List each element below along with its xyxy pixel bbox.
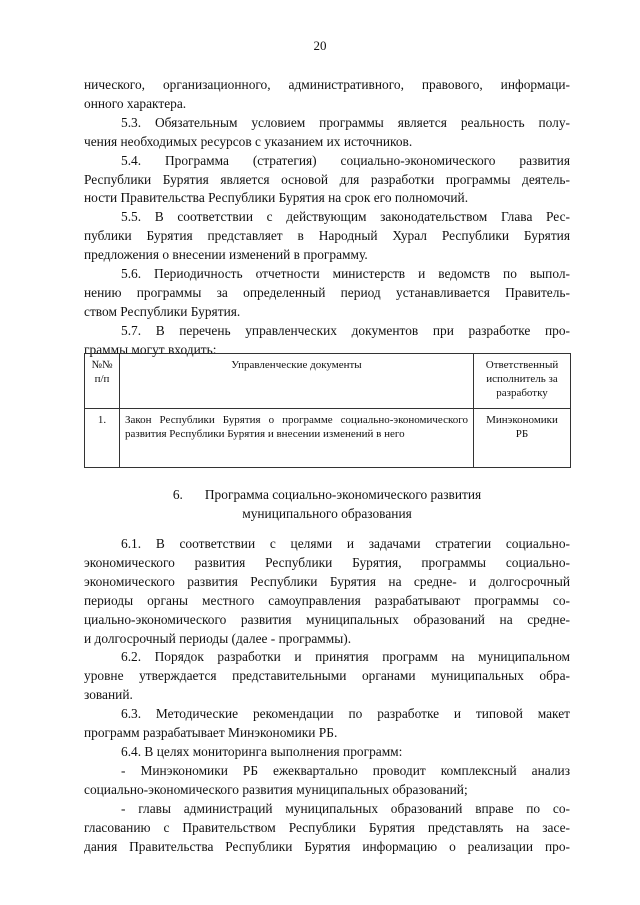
text-line: уровне утверждается представительными органами муниципальных обра- (84, 668, 570, 684)
intro-paragraph (84, 76, 570, 114)
table-header-row (85, 354, 571, 409)
text-line: 5.7. В перечень управленческих документов при разработке про- (121, 322, 570, 338)
text-line: онного характера. (84, 95, 187, 111)
text-line: публики Бурятия представляет в Народный Хурал Республики Бурятия (84, 228, 570, 244)
text-line: Республики Бурятия является основой для разработки программы деятель- (84, 171, 570, 187)
text-line: зований. (84, 687, 133, 703)
section-number: 6. (172, 487, 183, 502)
text-line: нического, организационного, административного, правового, информаци- (84, 77, 570, 92)
table-row (85, 409, 571, 468)
section-heading (84, 485, 570, 523)
section-title-line1 (84, 485, 570, 504)
paragraph-6-2 (84, 648, 570, 705)
text-line: 6.1. В соответствии с целями и задачами стратегии социально- (121, 536, 570, 551)
text-line: 6.4. В целях мониторинга выполнения программ: (121, 743, 403, 759)
section-title-line2: муниципального образования (242, 506, 412, 521)
text-line: программ разрабатывает Минэкономики РБ. (84, 725, 338, 741)
text-line: - Минэкономики РБ ежеквартально проводит комплексный анализ (121, 762, 570, 778)
page-number: 20 (313, 38, 327, 53)
text-line: 5.4. Программа (стратегия) социально-экономического развития (121, 152, 570, 168)
cell-number: 1. (85, 409, 120, 468)
paragraph-5-3 (84, 114, 570, 152)
header-documents: Управленческие документы (120, 354, 474, 409)
text-line: 5.5. В соответствии с действующим законодательством Глава Рес- (121, 209, 570, 225)
list-item-analysis (84, 762, 570, 800)
text-block-bottom (84, 535, 570, 856)
paragraph-5-5 (84, 208, 570, 265)
paragraph-6-4 (84, 743, 570, 762)
text-line: - главы администраций муниципальных образований вправе по со- (121, 800, 570, 816)
text-line: нению программы за определенный период устанавливается Правитель- (84, 284, 570, 300)
text-line: ством Республики Бурятия. (84, 303, 241, 319)
section-title: Программа социально-экономического развития (204, 487, 482, 502)
text-line: 6.3. Методические рекомендации по разработке и типовой макет (121, 706, 570, 722)
cell-document: Закон Республики Бурятия о программе социально-экономического развития Республики Бурятия и внесении изменений в него (120, 409, 474, 468)
documents-table (84, 353, 571, 468)
text-line: ности Правительства Республики Бурятия на срок его полномочий. (84, 190, 469, 206)
text-line: 5.3. Обязательным условием программы является реальность полу- (121, 114, 570, 130)
text-line: циально-экономического развития муниципальных образований на средне- (84, 611, 570, 627)
paragraph-6-3 (84, 705, 570, 743)
text-line: граммы могут входить: (84, 341, 217, 357)
text-line: предложения о внесении изменений в программу. (84, 247, 368, 263)
text-line: гласованию с Правительством Республики Бурятия представлять на засе- (84, 819, 570, 835)
text-line: чения необходимых ресурсов с указанием их источников. (84, 133, 413, 149)
text-line: социально-экономического развития муниципальных образований; (84, 781, 468, 797)
paragraph-5-4 (84, 152, 570, 209)
text-line: 6.2. Порядок разработки и принятия программ на муниципальном (121, 649, 570, 665)
text-block-top (84, 76, 570, 360)
text-line: и долгосрочный периоды (далее - программы). (84, 630, 352, 646)
paragraph-6-1 (84, 535, 570, 648)
cell-executor: Минэкономики РБ (474, 409, 571, 468)
text-line: 5.6. Периодичность отчетности министерств и ведомств по выпол- (121, 266, 570, 282)
paragraph-5-6 (84, 265, 570, 322)
text-line: дания Правительства Республики Бурятия информацию о реализации про- (84, 838, 570, 854)
header-executor: Ответственный исполнитель за разработку (474, 354, 571, 409)
list-item-reports (84, 800, 570, 857)
text-line: периоды органы местного самоуправления разрабатывают программы со- (84, 592, 570, 608)
text-line: экономического развития Республики Бурятия, программы социально- (84, 554, 570, 570)
text-line: экономического развития Республики Бурятия на средне- и долгосрочный (84, 573, 570, 589)
header-number: №№ п/п (85, 354, 120, 409)
